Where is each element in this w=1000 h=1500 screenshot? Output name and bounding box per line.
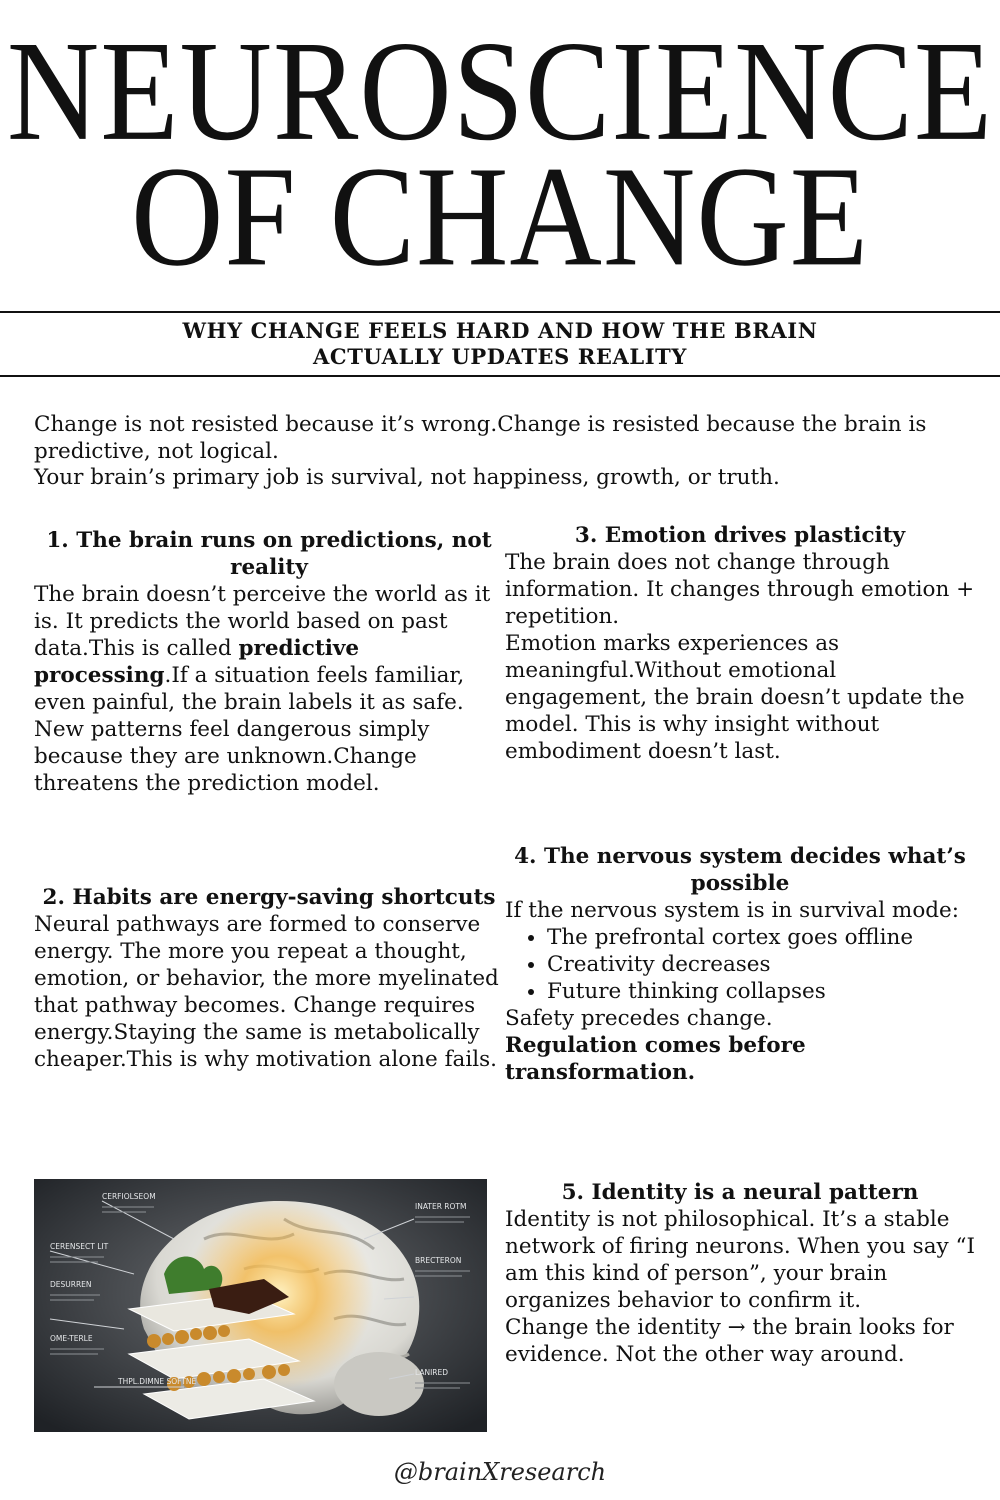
cerebellum-shape — [334, 1352, 424, 1416]
section-1-text-before: The brain doesn’t perceive the world as it is. It predicts the world based on past data.This is called — [34, 582, 491, 661]
title-line-2: OF CHANGE — [131, 136, 869, 296]
section-1-body — [34, 581, 504, 797]
author-handle: @brainXresearch — [393, 1458, 607, 1486]
section-2-heading: 2. Habits are energy-saving shortcuts — [42, 885, 496, 910]
subtitle-line-1: WHY CHANGE FEELS HARD AND HOW THE BRAIN — [182, 318, 818, 343]
section-5 — [505, 1179, 975, 1368]
subtitle-band — [0, 311, 1000, 377]
illustration-label: OME-TERLE — [50, 1334, 93, 1343]
section-2 — [34, 884, 504, 1073]
section-4-bold — [505, 1032, 975, 1086]
section-4 — [505, 843, 975, 1086]
title-line-1: NEUROSCIENCE — [6, 11, 994, 171]
section-5-paragraph-1: Identity is not philosophical. It’s a stable network of firing neurons. When you say “I am this kind of person”, your brain organizes behavior to confirm it. — [505, 1207, 975, 1313]
illustration-label: CERFIOLSEOM — [102, 1192, 156, 1201]
section-3-paragraph-2: Emotion marks experiences as meaningful.Without emotional engagement, the brain doesn’t update the model. This is why insight without embodiment doesn’t last. — [505, 631, 965, 764]
illustration-label: BRECTERON — [415, 1256, 462, 1265]
section-4-after: Safety precedes change. — [505, 1006, 773, 1031]
section-4-list — [505, 924, 975, 1005]
section-1-heading: 1. The brain runs on predictions, not reality — [46, 528, 492, 580]
section-2-body: Neural pathways are formed to conserve energy. The more you repeat a thought, emotion, or behavior, the more myelinated that pathway becomes. Change requires energy.Staying the same is metabolically cheaper.This is why motivation alone fails. — [34, 912, 499, 1072]
subtitle-line-2: ACTUALLY UPDATES REALITY — [312, 344, 687, 369]
section-5-heading: 5. Identity is a neural pattern — [561, 1180, 919, 1205]
intro-paragraph-1: Change is not resisted because it’s wrong.Change is resisted because the brain is predictive, not logical. — [34, 412, 927, 464]
section-5-paragraph-2: Change the identity → the brain looks for evidence. Not the other way around. — [505, 1315, 954, 1367]
page-title — [0, 11, 1000, 296]
illustration-label: DESURREN — [50, 1280, 92, 1289]
list-item: • Future thinking collapses — [547, 978, 975, 1005]
intro-paragraph-2: Your brain’s primary job is survival, not happiness, growth, or truth. — [34, 465, 780, 490]
illustration-label: THPL.DIMNE SOFTNE — [118, 1377, 197, 1386]
section-3 — [505, 522, 975, 765]
intro-text — [34, 412, 974, 492]
section-4-intro: If the nervous system is in survival mode: — [505, 898, 959, 923]
brain-illustration-drawing — [34, 1179, 487, 1432]
section-3-paragraph-1: The brain does not change through information. It changes through emotion + repetition. — [505, 550, 975, 629]
section-1-bold: predictive processing — [34, 636, 360, 688]
section-1 — [34, 527, 504, 797]
illustration-label: INATER ROTM — [415, 1202, 467, 1211]
illustration-label: CERENSECT LIT — [50, 1242, 109, 1251]
list-item: • Creativity decreases — [547, 951, 975, 978]
section-1-text-after: .If a situation feels familiar, even painful, the brain labels it as safe. New patterns feel dangerous simply because they are unknown.Change threatens the prediction model. — [34, 663, 465, 796]
subtitle — [182, 318, 817, 370]
section-4-heading: 4. The nervous system decides what’s possible — [514, 844, 966, 896]
section-3-heading: 3. Emotion drives plasticity — [574, 523, 906, 548]
list-item: • The prefrontal cortex goes offline — [547, 924, 975, 951]
brain-illustration — [34, 1179, 487, 1432]
illustration-label: LANIRED — [415, 1368, 449, 1377]
section-4-bold-text: Regulation comes before transformation. — [505, 1033, 806, 1085]
